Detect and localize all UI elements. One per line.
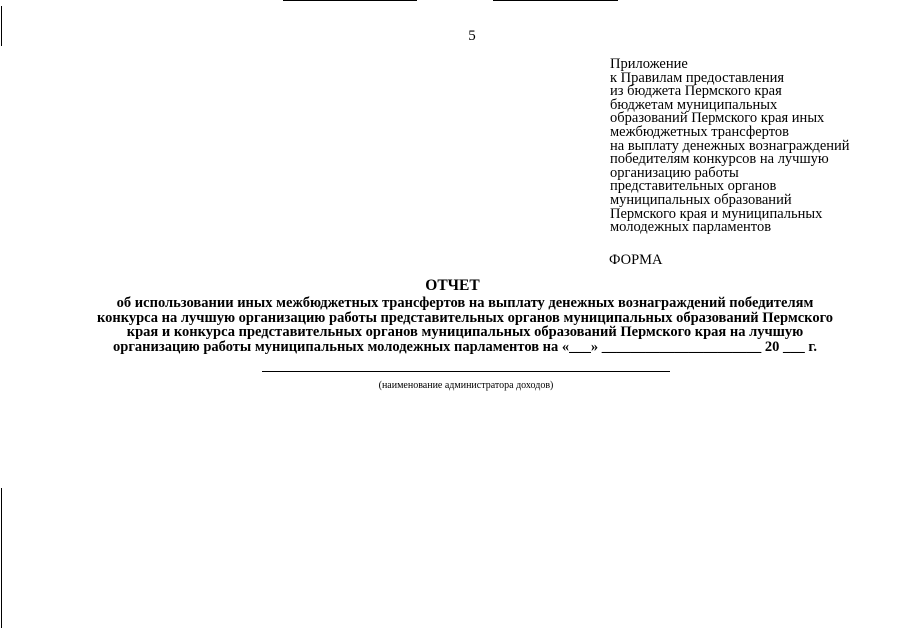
appendix-line: победителям конкурсов на лучшую [610,151,829,168]
report-subtitle-line: об использовании иных межбюджетных трансфертов на выплату денежных вознаграждений победителям [116,295,814,311]
appendix-line: Пермского края и муниципальных [610,205,823,222]
page-number: 5 [468,28,476,44]
left-edge-mark-lower [1,488,2,628]
report-title: ОТЧЕТ [425,277,480,294]
appendix-line: организацию работы [610,164,739,181]
report-subtitle [70,296,860,354]
administrator-name-line [262,371,670,372]
appendix-line: представительных органов [610,178,777,195]
appendix-line: бюджетам муниципальных [610,96,778,113]
appendix-line: межбюджетных трансфертов [610,123,789,140]
appendix-line: образований Пермского края иных [610,110,825,127]
appendix-line: на выплату денежных вознаграждений [610,137,850,154]
report-subtitle-line: конкурса на лучшую организацию работы представительных органов муниципальных образований Пермского [96,309,834,326]
top-edge-rule-right [493,0,618,1]
appendix-line: к Правилам предоставления [610,69,785,86]
appendix-line: из бюджета Пермского края [610,83,782,100]
appendix-line: Приложение [610,56,688,72]
report-subtitle-line: края и конкурса представительных органов муниципальных образований Пермского края на лучшую [126,324,804,341]
appendix-line: молодежных парламентов [610,219,772,236]
form-label: ФОРМА [609,252,663,268]
administrator-caption: (наименование администратора доходов) [378,380,554,391]
appendix-line: муниципальных образований [610,191,792,208]
appendix-block [610,58,900,235]
report-subtitle-line: организацию работы муниципальных молодежных парламентов на «___» ______________________ 20 ___ г. [113,338,817,355]
left-edge-mark-upper [1,6,2,46]
top-edge-rule-left [283,0,417,1]
